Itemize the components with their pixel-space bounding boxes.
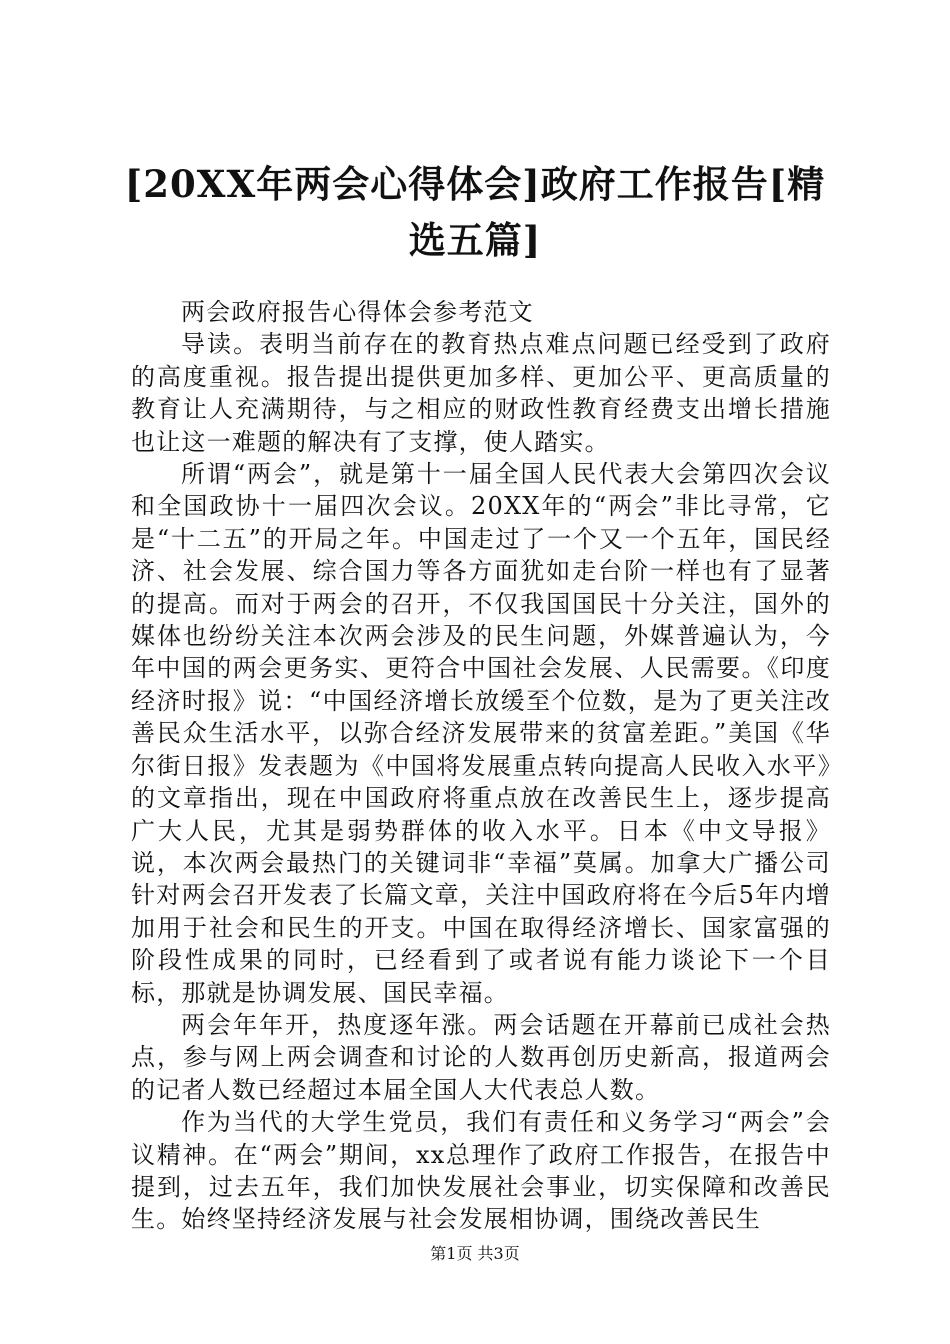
paragraph: 两会年年开，热度逐年涨。两会话题在开幕前已成社会热点，参与网上两会调查和讨论的人数再创历史新高，报道两会的记者人数已经超过本届全国人大代表总人数。 [131,1010,831,1104]
paragraph: 两会政府报告心得体会参考范文 [181,298,534,326]
document-body [131,296,831,1236]
page-footer: 第1页 共3页 [430,1244,520,1263]
document-title: [20XX年两会心得体会]政府工作报告[精选五篇] [124,162,826,262]
paragraph: 导读。表明当前存在的教育热点难点问题已经受到了政府的高度重视。报告提出提供更加多样、更加公平、更高质量的教育让人充满期待，与之相应的财政性教育经费支出增长措施也让这一难题的解决有了支撑，使人踏实。 [131,330,831,456]
paragraph: 作为当代的大学生党员，我们有责任和义务学习“两会”会议精神。在“两会”期间，xx总理作了政府工作报告，在报告中提到，过去五年，我们加快发展社会事业，切实保障和改善民生。始终坚持经济发展与社会发展相协调，围绕改善民生 [131,1108,831,1234]
paragraph: 所谓“两会”，就是第十一届全国人民代表大会第四次会议和全国政协十一届四次会议。20XX年的“两会”非比寻常，它是“十二五”的开局之年。中国走过了一个又一个五年，国民经济、社会发展、综合国力等各方面犹如走台阶一样也有了显著的提高。而对于两会的召开，不仅我国国民十分关注，国外的媒体也纷纷关注本次两会涉及的民生问题，外媒普遍认为，今年中国的两会更务实、更符合中国社会发展、人民需要。《印度经济时报》说：“中国经济增长放缓至个位数，是为了更关注改善民众生活水平，以弥合经济发展带来的贫富差距。”美国《华尔街日报》发表题为《中国将发展重点转向提高人民收入水平》的文章指出，现在中国政府将重点放在改善民生上，逐步提高广大人民，尤其是弱势群体的收入水平。日本《中文导报》说，本次两会最热门的关键词非“幸福”莫属。加拿大广播公司针对两会召开发表了长篇文章，关注中国政府将在今后5年内增加用于社会和民生的开支。中国在取得经济增长、国家富强的阶段性成果的同时，已经看到了或者说有能力谈论下一个目标，那就是协调发展、国民幸福。 [131,460,831,1007]
